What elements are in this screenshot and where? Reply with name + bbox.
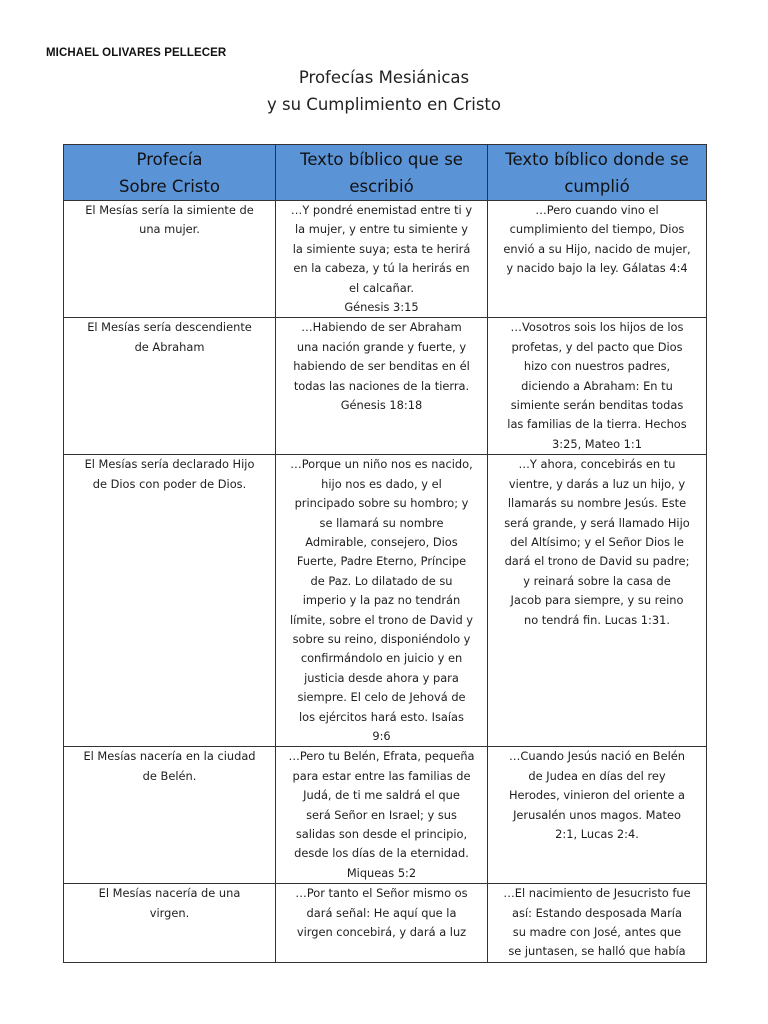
cell-texto-cumplido (488, 747, 707, 884)
cell-text-line: de Dios con poder de Dios. (92, 476, 247, 491)
cell-text-line: en la cabeza, y tú la herirás en (293, 261, 470, 276)
cell-texto-cumplido (488, 884, 707, 963)
cell-text-line: envió a su Hijo, nacido de mujer, (503, 241, 691, 256)
header-profecia (64, 145, 276, 201)
cell-text-line: los ejércitos hará esto. Isaías (299, 709, 464, 724)
cell-text-line: profetas, y del pacto que Dios (511, 339, 683, 354)
cell-text-line: Fuerte, Padre Eterno, Príncipe (296, 554, 467, 569)
cell-text-line: simiente serán benditas todas (510, 398, 684, 413)
header-line: Texto bíblico que se (300, 150, 463, 169)
cell-text-line: las familias de la tierra. Hechos (507, 417, 687, 432)
cell-text-line: se juntasen, se halló que había (508, 944, 686, 959)
cell-text-line: …Y pondré enemistad entre ti y (290, 203, 473, 217)
cell-text-line: no tendrá fin. Lucas 1:31. (523, 612, 670, 627)
cell-text-line: la mujer, y entre tu simiente y (294, 222, 469, 237)
cell-texto-escrito (276, 884, 488, 963)
cell-text-line: una nación grande y fuerte, y (296, 339, 467, 354)
cell-text-line: y reinará sobre la casa de (523, 573, 671, 588)
header-line: Profecía (136, 150, 203, 169)
cell-text-line: …Por tanto el Señor mismo os (295, 886, 468, 901)
cell-texto-escrito (276, 455, 488, 747)
cell-text-line: de Paz. Lo dilatado de su (310, 573, 453, 588)
cell-text-line: la simiente suya; esta te herirá (292, 241, 471, 256)
cell-text-line: El Mesías sería descendiente (87, 320, 252, 335)
cell-text-line: …Habiendo de ser Abraham (301, 320, 462, 335)
cell-text-line: dará señal: He aquí que la (306, 905, 457, 920)
prophecy-table (63, 144, 707, 963)
table-body (64, 201, 707, 963)
cell-text-line: …Porque un niño nos es nacido, (290, 457, 473, 472)
cell-text-line: Herodes, vinieron del oriente a (508, 788, 686, 803)
cell-text-line: hizo con nuestros padres, (523, 359, 671, 374)
cell-profecia (64, 201, 276, 318)
cell-text-line: El Mesías sería la simiente de (85, 203, 254, 217)
header-line: escribió (349, 177, 414, 196)
cell-text-line: habiendo de ser benditas en él (293, 359, 470, 374)
cell-texto-cumplido (488, 455, 707, 747)
cell-text-line: confirmándolo en juicio y en (300, 651, 463, 666)
cell-text-line: Admirable, consejero, Dios (305, 534, 458, 549)
cell-text-line: para estar entre las familias de (292, 768, 471, 783)
cell-text-line: …Cuando Jesús nació en Belén (509, 749, 685, 764)
document-title-line-2: y su Cumplimiento en Cristo (267, 95, 501, 114)
cell-text-line: dará el trono de David su padre; (504, 554, 690, 569)
cell-text-line: 2:1, Lucas 2:4. (555, 827, 639, 841)
cell-profecia (64, 747, 276, 884)
table-row (64, 201, 707, 318)
cell-texto-escrito (276, 201, 488, 318)
cell-text-line: vientre, y darás a luz un hijo, y (508, 476, 686, 491)
cell-text-line: salidas son desde el principio, (295, 827, 468, 841)
cell-text-line: todas las naciones de la tierra. (293, 378, 470, 393)
cell-text-line: El Mesías sería declarado Hijo (84, 457, 255, 472)
cell-text-line: llamarás su nombre Jesús. Este (507, 496, 687, 511)
cell-text-line: …El nacimiento de Jesucristo fue (503, 886, 691, 901)
cell-text-line: virgen. (149, 905, 190, 920)
header-line: Texto bíblico donde se (505, 150, 689, 169)
cell-text-line: justicia desde ahora y para (304, 670, 459, 685)
cell-text-line: así: Estando desposada María (512, 905, 682, 920)
cell-text-line: Miqueas 5:2 (346, 865, 417, 880)
header-line: Sobre Cristo (119, 177, 220, 196)
cell-texto-escrito (276, 747, 488, 884)
header-texto-cumplido (488, 145, 707, 201)
cell-text-line: Jacob para siempre, y su reino (510, 593, 684, 608)
cell-text-line: …Vosotros sois los hijos de los (510, 320, 684, 335)
cell-text-line: el calcañar. (349, 280, 414, 295)
cell-profecia (64, 884, 276, 963)
cell-text-line: límite, sobre el trono de David y (289, 612, 474, 627)
cell-text-line: 9:6 (372, 728, 391, 743)
cell-text-line: será Señor en Israel; y sus (306, 807, 457, 822)
cell-text-line: El Mesías nacería de una (98, 886, 241, 901)
cell-text-line: El Mesías nacería en la ciudad (83, 749, 256, 764)
cell-text-line: virgen concebirá, y dará a luz (296, 925, 467, 940)
cell-text-line: …Y ahora, concebirás en tu (518, 457, 676, 472)
cell-texto-cumplido (488, 318, 707, 455)
cell-text-line: siempre. El celo de Jehová de (297, 690, 466, 705)
cell-text-line: Génesis 18:18 (340, 398, 423, 413)
cell-text-line: Génesis 3:15 (344, 300, 419, 315)
cell-text-line: 3:25, Mateo 1:1 (551, 436, 643, 451)
cell-text-line: de Belén. (142, 768, 197, 783)
cell-text-line: de Abraham (134, 339, 205, 354)
header-texto-escrito (276, 145, 488, 201)
cell-text-line: hijo nos es dado, y el (321, 476, 442, 491)
cell-texto-cumplido (488, 201, 707, 318)
author-name: MICHAEL OLIVARES PELLECER (46, 47, 227, 59)
document-title-line-1: Profecías Mesiánicas (298, 68, 470, 87)
cell-texto-escrito (276, 318, 488, 455)
cell-text-line: principado sobre su hombro; y (294, 496, 469, 511)
cell-text-line: desde los días de la eternidad. (294, 846, 469, 861)
header-line: cumplió (564, 177, 630, 196)
cell-text-line: será grande, y será llamado Hijo (504, 515, 690, 530)
cell-text-line: …Pero tu Belén, Efrata, pequeña (288, 749, 475, 764)
table-row (64, 318, 707, 455)
cell-text-line: sobre su reino, disponiéndolo y (292, 631, 471, 646)
table-row (64, 747, 707, 884)
cell-text-line: de Judea en días del rey (528, 768, 666, 783)
cell-text-line: Judá, de ti me saldrá el que (303, 788, 460, 803)
cell-text-line: cumplimiento del tiempo, Dios (509, 222, 685, 237)
cell-text-line: se llamará su nombre (319, 515, 444, 530)
table-row (64, 884, 707, 963)
cell-text-line: su madre con José, antes que (512, 925, 682, 940)
cell-text-line: imperio y la paz no tendrán (302, 593, 461, 608)
cell-text-line: Jerusalén unos magos. Mateo (513, 807, 681, 822)
table-row (64, 455, 707, 747)
cell-text-line: del Altísimo; y el Señor Dios le (510, 534, 684, 549)
table-header-row (64, 145, 707, 201)
cell-text-line: una mujer. (139, 222, 200, 237)
cell-profecia (64, 455, 276, 747)
cell-text-line: …Pero cuando vino el (535, 203, 659, 217)
cell-profecia (64, 318, 276, 455)
cell-text-line: y nacido bajo la ley. Gálatas 4:4 (506, 261, 688, 276)
cell-text-line: diciendo a Abraham: En tu (521, 378, 673, 393)
